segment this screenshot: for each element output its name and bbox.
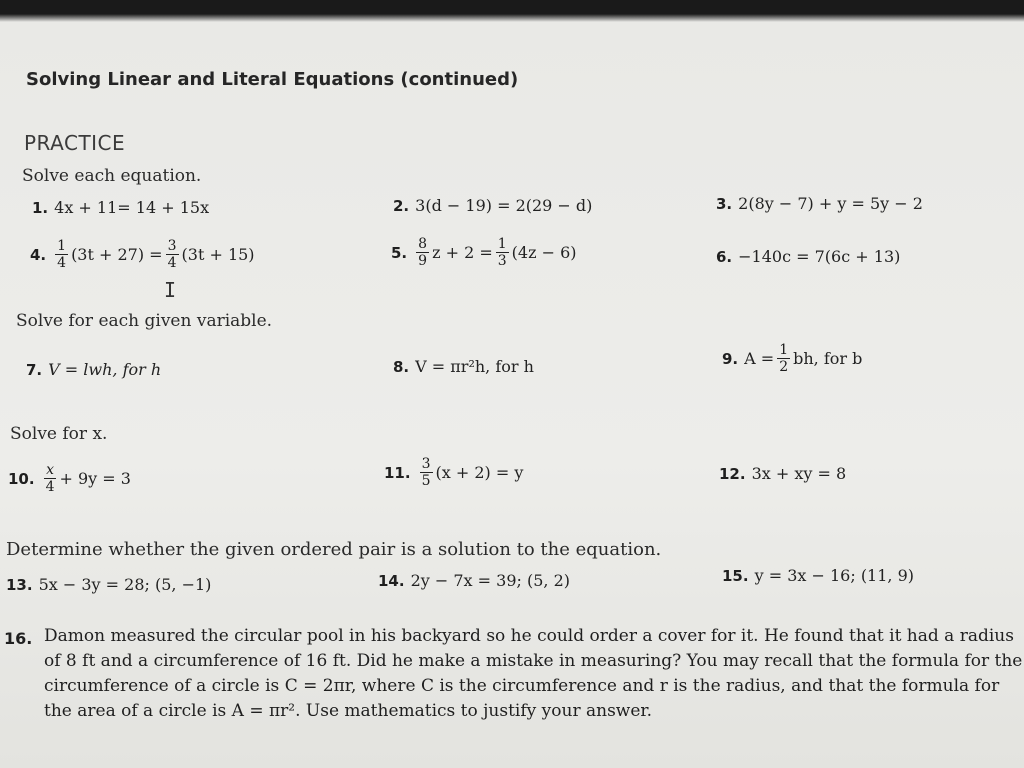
problem-7 bbox=[26, 360, 161, 379]
instruction-solve-x: Solve for x. bbox=[10, 424, 108, 444]
problem-4 bbox=[30, 238, 255, 271]
problem-8 bbox=[393, 357, 534, 376]
problem-10 bbox=[8, 462, 131, 495]
instruction-solve-equation: Solve each equation. bbox=[22, 166, 202, 186]
equation-start: A = bbox=[744, 349, 775, 368]
problem-number: 11. bbox=[384, 463, 411, 482]
problem-15 bbox=[722, 566, 914, 585]
problem-number: 14. bbox=[378, 571, 405, 590]
problem-number: 10. bbox=[8, 469, 35, 488]
equation: V = πr²h, for h bbox=[415, 357, 534, 376]
instruction-solve-variable: Solve for each given variable. bbox=[16, 311, 273, 331]
problem-number: 4. bbox=[30, 245, 47, 264]
problem-3 bbox=[716, 194, 923, 213]
fraction-2: $\frac{1}{3}$ bbox=[497, 236, 507, 269]
equation: 2y − 7x = 39; (5, 2) bbox=[410, 571, 571, 590]
equation-end: (4z − 6) bbox=[511, 243, 577, 262]
fraction: $\frac{1}{2}$ bbox=[779, 342, 789, 375]
equation-middle: (3t + 27) = bbox=[71, 245, 163, 264]
problem-number: 15. bbox=[722, 566, 749, 585]
problem-number: 9. bbox=[722, 349, 739, 368]
equation: y = 3x − 16; (11, 9) bbox=[754, 566, 915, 585]
problem-number: 5. bbox=[391, 243, 408, 262]
equation: 3(d − 19) = 2(29 − d) bbox=[415, 196, 593, 215]
equation: −140c = 7(6c + 13) bbox=[738, 247, 901, 266]
problem-16 bbox=[4, 629, 38, 648]
problem-13 bbox=[6, 575, 211, 594]
problem-1 bbox=[32, 198, 209, 217]
equation: V = lwh, for h bbox=[48, 360, 162, 379]
page-title: Solving Linear and Literal Equations (continued) bbox=[26, 69, 519, 90]
problem-9 bbox=[722, 342, 862, 375]
problem-number: 6. bbox=[716, 247, 733, 266]
text-cursor-icon: I bbox=[164, 278, 177, 302]
fraction: $\frac{3}{5}$ bbox=[421, 456, 431, 489]
equation-end: + 9y = 3 bbox=[59, 469, 131, 488]
problem-number: 12. bbox=[719, 464, 746, 483]
equation: 2(8y − 7) + y = 5y − 2 bbox=[738, 194, 923, 213]
equation: 3x + xy = 8 bbox=[751, 464, 847, 483]
fraction-1: $\frac{1}{4}$ bbox=[57, 238, 67, 271]
equation-end: (3t + 15) bbox=[181, 245, 255, 264]
problem-16-text bbox=[44, 624, 1024, 724]
paragraph-line: of 8 ft and a circumference of 16 ft. Did he make a mistake in measuring? You may recall that the formula for the bbox=[44, 651, 1023, 671]
problem-2 bbox=[393, 196, 592, 215]
fraction-2: $\frac{3}{4}$ bbox=[167, 238, 177, 271]
problem-number: 16. bbox=[4, 629, 33, 648]
paragraph-line: the area of a circle is A = πr². Use mathematics to justify your answer. bbox=[44, 701, 653, 721]
problem-12 bbox=[719, 464, 846, 483]
paragraph-line: Damon measured the circular pool in his backyard so he could order a cover for it. He found that it had a radius bbox=[44, 626, 1014, 646]
problem-number: 3. bbox=[716, 194, 733, 213]
equation: 4x + 11= 14 + 15x bbox=[54, 198, 210, 217]
problem-number: 2. bbox=[393, 196, 410, 215]
equation-end: bh, for b bbox=[793, 349, 863, 368]
fraction: $\frac{x}{4}$ bbox=[45, 462, 55, 495]
problem-5 bbox=[391, 236, 577, 269]
equation-end: (x + 2) = y bbox=[435, 463, 524, 482]
instruction-ordered-pair: Determine whether the given ordered pair is a solution to the equation. bbox=[6, 539, 662, 560]
equation-middle: z + 2 = bbox=[432, 243, 493, 262]
problem-number: 7. bbox=[26, 360, 43, 379]
problem-11 bbox=[384, 456, 523, 489]
paragraph-line: circumference of a circle is C = 2πr, where C is the circumference and r is the radius, and that the formula for bbox=[44, 676, 1000, 696]
problem-number: 13. bbox=[6, 575, 33, 594]
problem-6 bbox=[716, 247, 900, 266]
practice-label: PRACTICE bbox=[24, 131, 126, 155]
fraction-1: $\frac{8}{9}$ bbox=[418, 236, 428, 269]
problem-number: 8. bbox=[393, 357, 410, 376]
problem-number: 1. bbox=[32, 198, 49, 217]
equation: 5x − 3y = 28; (5, −1) bbox=[38, 575, 212, 594]
problem-14 bbox=[378, 571, 570, 590]
